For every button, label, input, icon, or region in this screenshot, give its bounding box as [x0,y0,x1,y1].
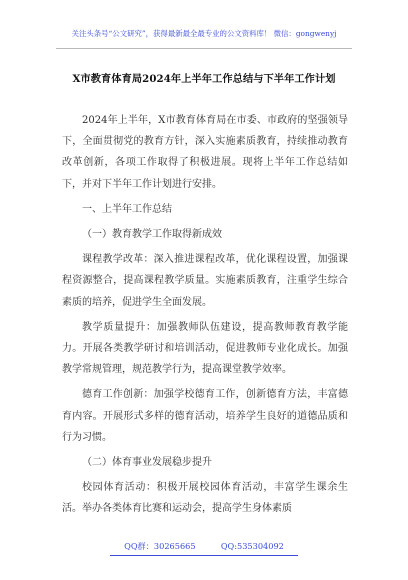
intro-paragraph: 2024年上半年，X市教育体育局在市委、市政府的坚强领导下，全面贯彻党的教育方针，深入实施素质教育，持续推动教育改革创新，各项工作取得了积极进展。现将上半年工作总结如下，并对下半年工作计划进行安排。 [62,115,348,190]
paragraph: 德育工作创新：加强学校德育工作，创新德育方法，丰富德育内容。开展形式多样的德育活动，培养学生良好的道德品质和行为习惯。 [62,389,348,443]
footer-qq-group: QQ群：30265665 [124,541,196,551]
section-heading: 一、上半年工作总结 [82,203,172,215]
header-banner: 关注头条号“公文研究”，获得最新最全最专业的公文资料库！ 微信：gongwenyj [71,29,337,38]
footer-divider [110,555,298,556]
paragraph: 教学质量提升：加强教师队伍建设，提高教师教育教学能力。开展各类教学研讨和培训活动，促进教师专业化成长。加强教学常规管理，规范教学行为，提高课堂教学效率。 [62,321,348,376]
subsection-heading: （二）体育事业发展稳步提升 [82,457,212,469]
paragraph: 课程教学改革：深入推进课程改革，优化课程设置，加强课程资源整合，提高课程教学质量。实施素质教育，注重学生综合素质的培养，促进学生全面发展。 [62,254,348,308]
footer-qq-number: QQ:535304092 [220,541,284,551]
footer-contact [0,541,408,552]
document-body [62,110,348,524]
document-title: X市教育体育局2024年上半年工作总结与下半年工作计划 [72,73,336,85]
header-divider [56,48,352,49]
paragraph: 校园体育活动：积极开展校园体育活动，丰富学生课余生活。举办各类体育比赛和运动会，提高学生身体素质 [62,482,348,515]
subsection-heading: （一）教育教学工作取得新成效 [82,229,222,241]
